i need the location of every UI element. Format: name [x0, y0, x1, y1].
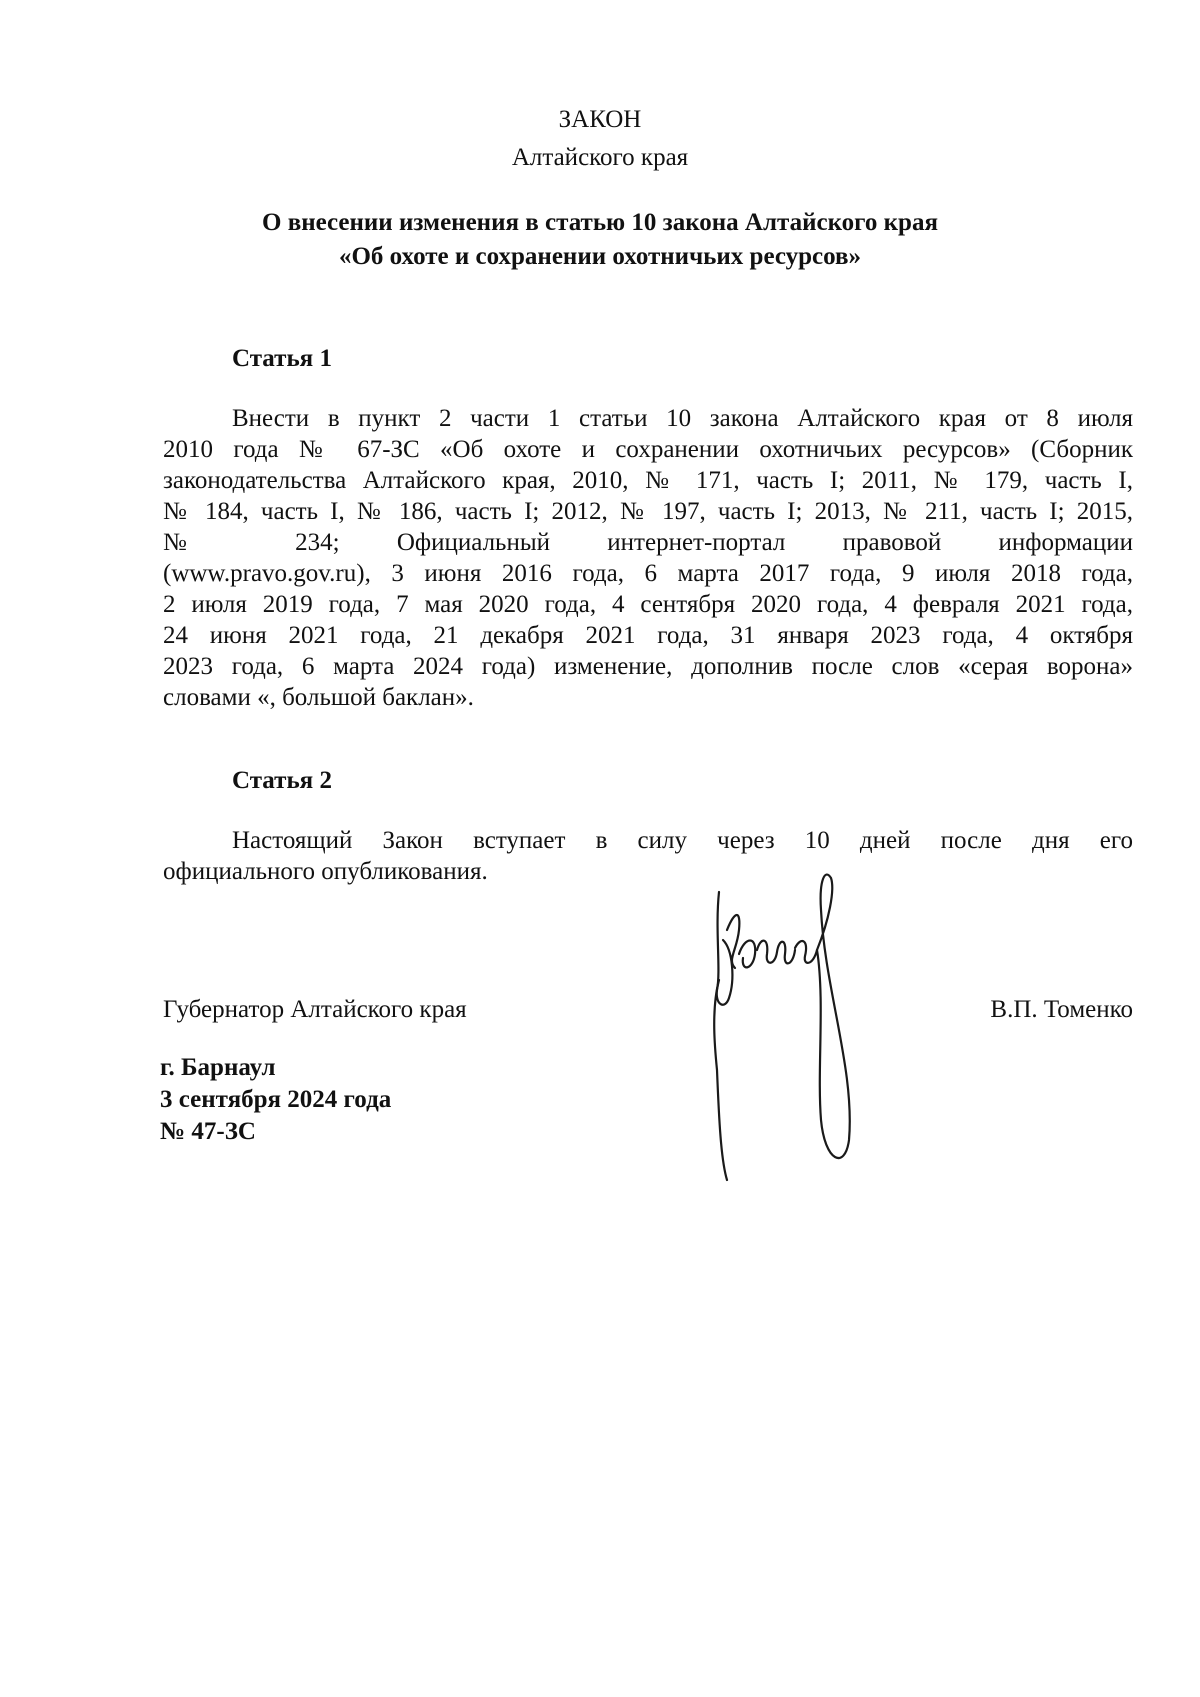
document-type: ЗАКОН — [558, 106, 642, 133]
handwritten-signature — [705, 870, 895, 1200]
document-region: Алтайского края — [511, 144, 689, 171]
document-title-line: «Об охоте и сохранении охотничьих ресурсов» — [338, 243, 862, 270]
document-title — [200, 206, 1000, 274]
article-1-line: № 234; Официальный интернет-портал правовой информации — [163, 529, 1133, 556]
article-2-line: официального опубликования. — [163, 858, 488, 885]
article-1-body — [163, 403, 1133, 713]
article-1-line: 2 июля 2019 года, 7 мая 2020 года, 4 сентября 2020 года, 4 февраля 2021 года, — [163, 591, 1133, 618]
footer-number: № 47-ЗС — [160, 1118, 256, 1145]
footer-date: 3 сентября 2024 года — [160, 1086, 392, 1113]
document-footer — [160, 1052, 391, 1148]
footer-city: г. Барнаул — [160, 1054, 276, 1081]
article-1-heading: Статья 1 — [232, 345, 332, 372]
article-1-line: (www.pravo.gov.ru), 3 июня 2016 года, 6 марта 2017 года, 9 июля 2018 года, — [163, 560, 1133, 587]
article-1-line: 2023 года, 6 марта 2024 года) изменение, дополнив после слов «серая ворона» — [163, 653, 1133, 680]
article-2-body — [163, 825, 1133, 887]
article-2-line: Настоящий Закон вступает в силу через 10 дней после дня его — [232, 827, 1133, 854]
article-1-line: 24 июня 2021 года, 21 декабря 2021 года, 31 января 2023 года, 4 октября — [163, 622, 1133, 649]
article-1-line: 2010 года № 67-ЗС «Об охоте и сохранении охотничьих ресурсов» (Сборник — [163, 436, 1133, 463]
signatory-name: В.П. Томенко — [990, 996, 1133, 1023]
article-2-heading: Статья 2 — [232, 767, 332, 794]
document-title-line: О внесении изменения в статью 10 закона Алтайского края — [262, 209, 938, 236]
article-1-line: Внести в пункт 2 части 1 статьи 10 закона Алтайского края от 8 июля — [232, 405, 1133, 432]
article-1-line: № 184, часть I, № 186, часть I; 2012, № 197, часть I; 2013, № 211, часть I; 2015, — [163, 498, 1133, 525]
article-1-line: законодательства Алтайского края, 2010, № 171, часть I; 2011, № 179, часть I, — [163, 467, 1133, 494]
article-1-line: словами «, большой баклан». — [163, 684, 474, 711]
signatory-position: Губернатор Алтайского края — [163, 996, 467, 1023]
